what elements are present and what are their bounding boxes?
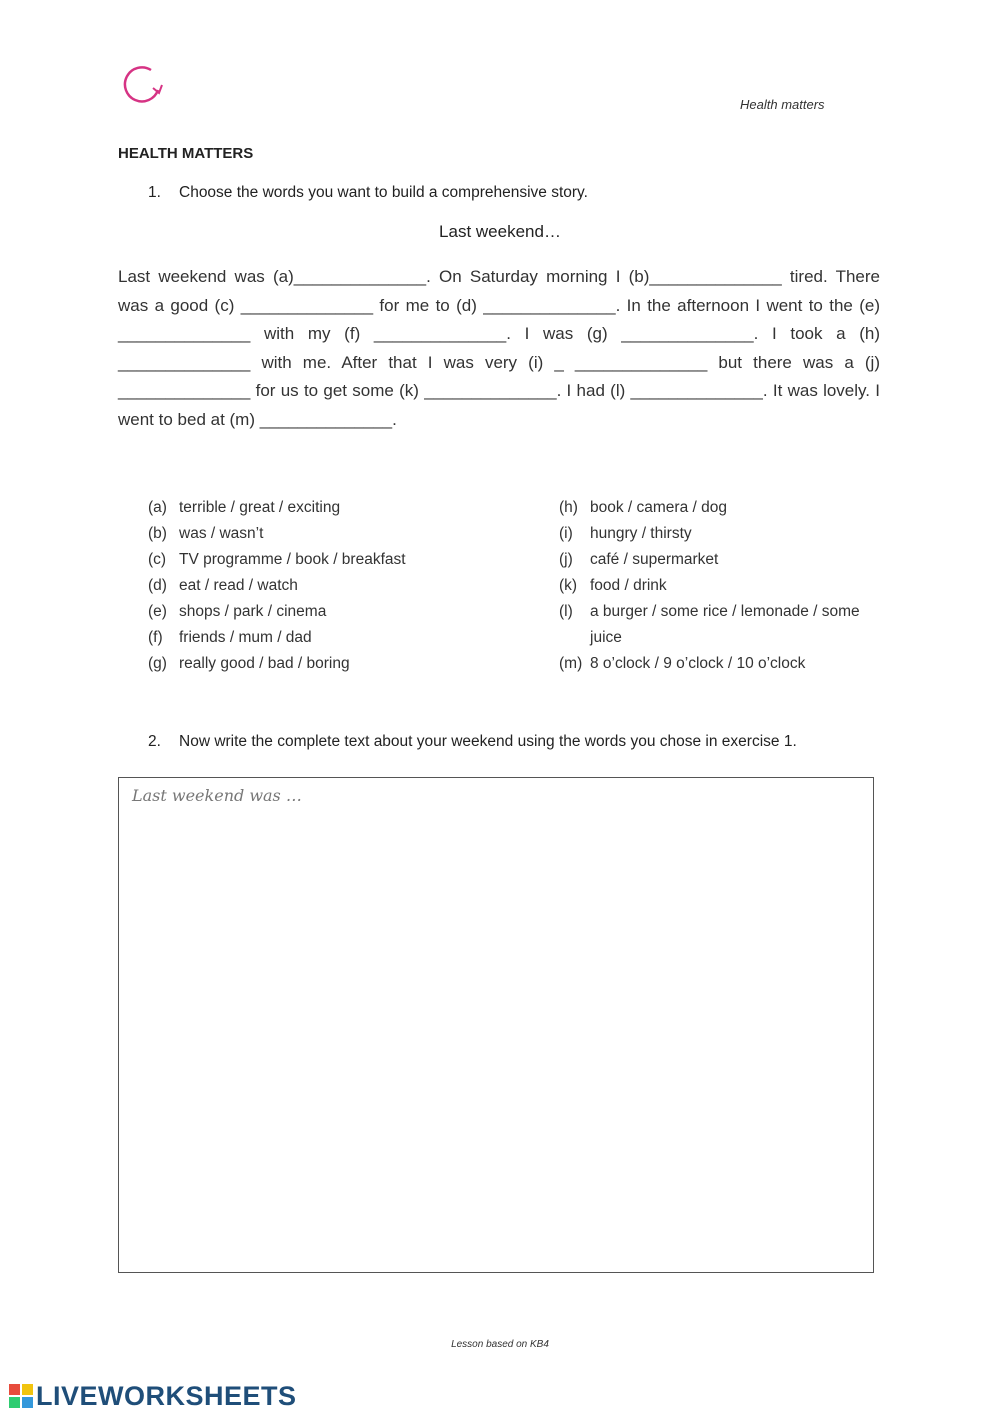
option-a: (a) terrible / great / exciting xyxy=(148,499,341,516)
option-g: (g) really good / bad / boring xyxy=(148,655,350,672)
story-title: Last weekend… xyxy=(439,222,561,241)
refresh-circle-logo-icon xyxy=(118,62,168,108)
option-h: (h) book / camera / dog xyxy=(559,499,727,516)
option-l: (l) a burger / some rice / lemonade / some juice xyxy=(559,603,860,646)
liveworksheets-mark-icon xyxy=(8,1383,34,1409)
option-b: (b) was / wasn’t xyxy=(148,525,264,542)
option-d: (d) eat / read / watch xyxy=(148,577,298,594)
option-c: (c) TV programme / book / breakfast xyxy=(148,551,406,568)
question-2-text: Now write the complete text about your weekend using the words you chose in exercise 1. xyxy=(179,733,797,750)
options-left-list xyxy=(148,495,528,677)
footer-note: Lesson based on KB4 xyxy=(451,1339,549,1350)
brand-logo[interactable] xyxy=(8,1378,297,1414)
story-text: Last weekend was (a)______________. On Saturday morning I (b)______________ tired. There was a good (c) ______________ for me to (d) ______________. In the afternoon I went to the (e) ______________ with my (f) ______________. I was (g) ______________. I took a (h) ______________ with me. After that I was very (i) _ ______________ but there was a (j) ______________ for us to get some (k) ______________. I had (l) ______________. It was lovely. I went to bed at (m) ______________. xyxy=(118,267,880,429)
question-2 xyxy=(148,733,797,751)
page-title: HEALTH MATTERS xyxy=(118,145,254,162)
option-e: (e) shops / park / cinema xyxy=(148,603,327,620)
answer-text-box[interactable] xyxy=(118,777,874,1273)
option-i: (i) hungry / thirsty xyxy=(559,525,692,542)
option-j: (j) café / supermarket xyxy=(559,551,719,568)
question-1-text: Choose the words you want to build a comprehensive story. xyxy=(179,184,588,201)
option-m: (m) 8 o’clock / 9 o’clock / 10 o’clock xyxy=(559,655,806,672)
brand-name: LIVEWORKSHEETS xyxy=(36,1380,297,1411)
header-title: Health matters xyxy=(740,97,825,112)
option-k: (k) food / drink xyxy=(559,577,667,594)
question-1 xyxy=(148,184,588,202)
option-f: (f) friends / mum / dad xyxy=(148,629,312,646)
question-1-number: 1. xyxy=(148,184,161,201)
question-2-number: 2. xyxy=(148,733,161,750)
options-right-list xyxy=(559,495,884,677)
answer-placeholder: Last weekend was … xyxy=(132,786,302,805)
